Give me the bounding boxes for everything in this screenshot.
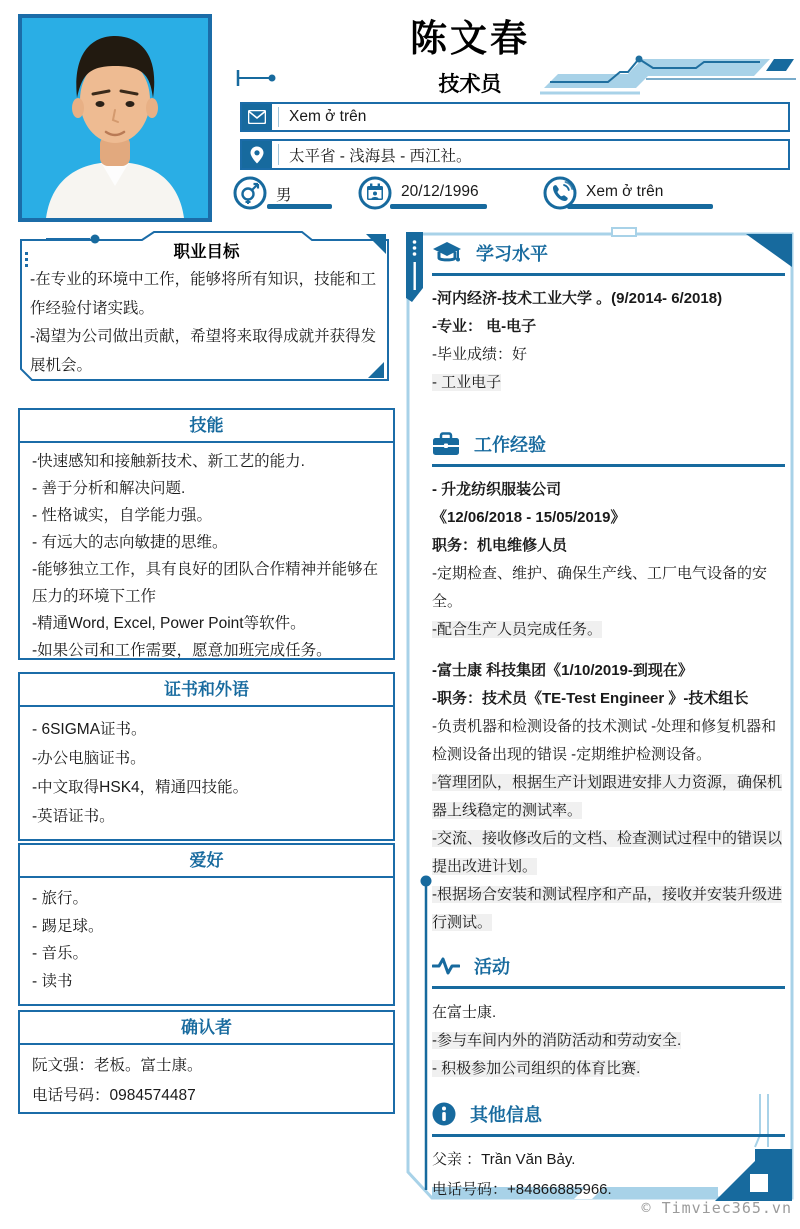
section-title: 其他信息 bbox=[470, 1105, 542, 1125]
skill-item: -如果公司和工作需要，愿意加班完成任务。 bbox=[32, 642, 332, 659]
activity-line: 在富士康. bbox=[432, 1004, 497, 1021]
experience-section bbox=[432, 431, 785, 937]
experience-job1 bbox=[432, 476, 785, 644]
phone-value: Xem ở trên bbox=[586, 183, 664, 200]
other-info-section bbox=[432, 1101, 785, 1205]
skill-item: - 性格诚实，自学能力强。 bbox=[32, 507, 212, 524]
portrait-avatar bbox=[22, 18, 208, 218]
hobby-item: - 旅行。 bbox=[32, 890, 88, 907]
section-rule bbox=[432, 273, 785, 276]
address-value: 太平省 - 浅海县 - 西江社。 bbox=[289, 147, 472, 165]
reference-item: 电话号码：0984574487 bbox=[32, 1087, 196, 1104]
activity-line: - 积极参加公司组织的体育比赛. bbox=[432, 1060, 641, 1077]
hobby-item: - 音乐。 bbox=[32, 945, 88, 962]
objective-line: -在专业的环境中工作，能够将所有知识，技能和工作经验付诸实践。 bbox=[30, 271, 377, 317]
education-grade: -毕业成绩：好 bbox=[432, 346, 527, 363]
section-title: 确认者 bbox=[20, 1012, 393, 1045]
education-section bbox=[432, 240, 785, 397]
job-company: -富士康 科技集团《1/10/2019-到现在》 bbox=[432, 662, 693, 679]
section-rule bbox=[432, 986, 785, 989]
person-job-title: 技术员 bbox=[438, 73, 502, 96]
location-pin-icon bbox=[242, 141, 272, 168]
father-line: 父亲 ：Trần Văn Bảy. bbox=[432, 1151, 576, 1168]
job-period: 《12/06/2018 - 15/05/2019》 bbox=[432, 509, 626, 526]
job-duty: -管理团队，根据生产计划跟进安排人力资源，确保机器上线稳定的测试率。 bbox=[432, 774, 782, 819]
gender-value: 男 bbox=[276, 187, 292, 204]
job-role: -职务：技术员《TE-Test Engineer 》-技术组长 bbox=[432, 690, 749, 707]
section-title: 爱好 bbox=[20, 845, 393, 878]
reference-item: 阮文强：老板。富士康。 bbox=[32, 1057, 203, 1074]
job-duty: -负责机器和检测设备的技术测试 -处理和修复机器和检测设备出现的错误 -定期维护检测设备。 bbox=[432, 718, 777, 763]
section-rule bbox=[432, 464, 785, 467]
underline-bar bbox=[267, 204, 332, 209]
certificate-item: - 6SIGMA证书。 bbox=[32, 721, 147, 738]
job-duty: -交流、接收修改后的文档、检查测试过程中的错误以提出改进计划。 bbox=[432, 830, 782, 875]
circuit-decoration bbox=[528, 52, 796, 100]
section-title: 工作经验 bbox=[474, 435, 546, 455]
section-title: 活动 bbox=[474, 957, 510, 977]
skill-item: -能够独立工作，具有良好的团队合作精神并能够在压力的环境下工作 bbox=[32, 561, 379, 605]
references-section bbox=[18, 1010, 395, 1114]
skill-item: - 善于分析和解决问题. bbox=[32, 480, 186, 497]
experience-job2 bbox=[432, 657, 785, 937]
underline-bar bbox=[567, 204, 713, 209]
education-major: -专业： 电-电子 bbox=[432, 318, 537, 335]
email-field bbox=[240, 102, 790, 132]
person-name: 陈文春 bbox=[410, 18, 530, 59]
hobbies-section bbox=[18, 843, 395, 1006]
briefcase-icon bbox=[432, 432, 460, 456]
education-extra: - 工业电子 bbox=[432, 374, 502, 391]
job-company: - 升龙纺织服装公司 bbox=[432, 481, 562, 498]
title-left-decoration bbox=[236, 68, 280, 88]
job-duty: -定期检查、维护、确保生产线、工厂电气设备的安全。 bbox=[432, 565, 767, 610]
hobby-item: - 读书 bbox=[32, 972, 73, 990]
section-title: 技能 bbox=[20, 410, 393, 443]
email-value: Xem ở trên bbox=[289, 108, 367, 125]
info-icon bbox=[432, 1102, 456, 1126]
certificate-item: -英语证书。 bbox=[32, 808, 115, 825]
gender-icon bbox=[233, 176, 267, 210]
skills-section bbox=[18, 408, 395, 660]
certificate-item: -中文取得HSK4，精通四技能。 bbox=[32, 779, 249, 796]
section-rule bbox=[432, 1134, 785, 1137]
skill-item: -快速感知和接触新技术、新工艺的能力. bbox=[32, 453, 305, 470]
skill-item: - 有远大的志向敏捷的思维。 bbox=[32, 534, 228, 551]
objective-line: -渴望为公司做出贡献，希望将来取得成就并获得发展机会。 bbox=[30, 328, 377, 374]
section-title: 职业目标 bbox=[173, 243, 240, 261]
watermark: © Timviec365.vn bbox=[641, 1199, 792, 1217]
graduation-cap-icon bbox=[432, 241, 462, 265]
job-role: 职务：机电维修人员 bbox=[432, 537, 568, 554]
certificate-item: -办公电脑证书。 bbox=[32, 750, 146, 767]
certificates-section bbox=[18, 672, 395, 841]
phone-line: 电话号码：+84866885966. bbox=[432, 1181, 612, 1198]
activities-section bbox=[432, 953, 785, 1083]
underline-bar bbox=[390, 204, 487, 209]
skill-item: -精通Word, Excel, Power Point等软件。 bbox=[32, 615, 306, 632]
envelope-icon bbox=[242, 104, 272, 130]
profile-photo bbox=[18, 14, 212, 222]
job-duty: -根据场合安装和测试程序和产品，接收并安装升级进行测试。 bbox=[432, 886, 782, 931]
section-title: 证书和外语 bbox=[20, 674, 393, 707]
calendar-icon bbox=[358, 176, 392, 210]
job-duty: -配合生产人员完成任务。 bbox=[432, 621, 602, 638]
birthday-value: 20/12/1996 bbox=[401, 183, 479, 200]
right-column bbox=[432, 240, 785, 1205]
objective-section bbox=[16, 230, 397, 392]
address-field bbox=[240, 139, 790, 170]
activity-line: -参与车间内外的消防活动和劳动安全. bbox=[432, 1032, 682, 1049]
pulse-icon bbox=[432, 957, 460, 975]
hobby-item: - 踢足球。 bbox=[32, 917, 104, 935]
education-school: -河内经济-技术工业大学 。(9/2014- 6/2018) bbox=[432, 290, 723, 307]
section-title: 学习水平 bbox=[476, 244, 548, 264]
